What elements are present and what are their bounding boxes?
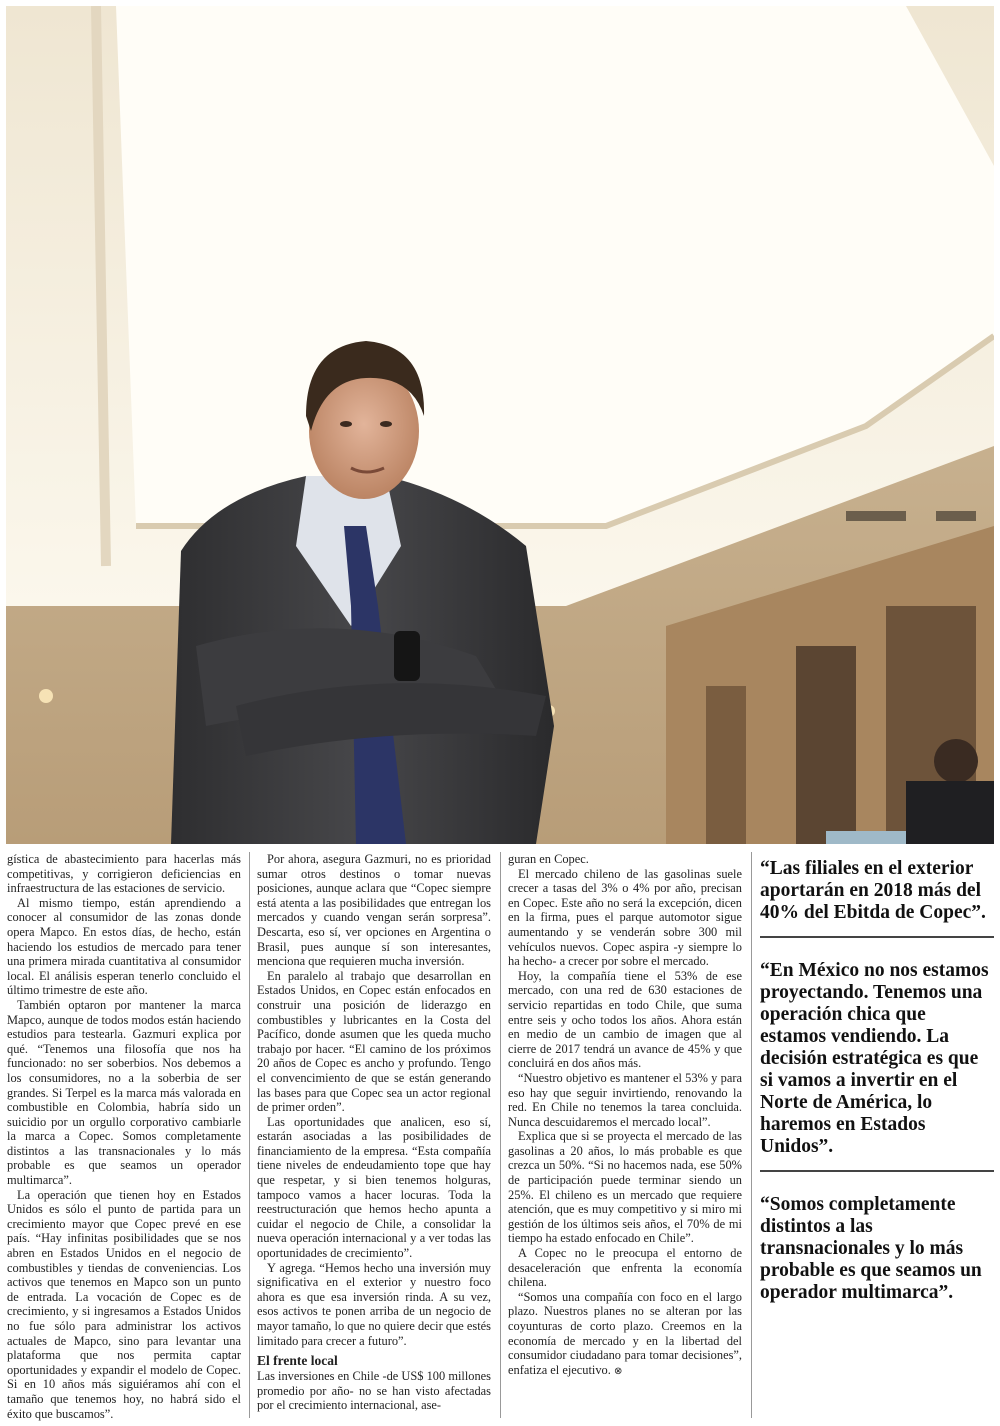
article-column-1 [7,852,241,1421]
article-column-2 [257,852,491,1413]
paragraph: gística de abastecimiento para hacerlas más competitivas, y corrigieron deficiencias en infraestructura de las estaciones de servicio. [7,852,241,896]
column-divider [249,852,250,1418]
executive-portrait-photo [6,6,994,844]
pull-quote: “Somos completamente distintos a las transnacionales y lo más probable es que seamos un operador multimarca”. [760,1194,982,1303]
paragraph: Las inversiones en Chile -de US$ 100 millones promedio por año- no se han visto afectadas por el crecimiento internacional, ase- [257,1369,491,1413]
paragraph: También optaron por mantener la marca Mapco, aunque de todos modos están haciendo estudios para testearla. Gazmuri explica por qué. “Tenemos una filosofía que nos ha funcionado: no ser soberbios. Nos debemos a los consumidores, no a la soberbia de ser grandes. Si Terpel es la marca más valorada en combustible en Colombia, habría sido un suicidio por un orgullo corporativo cambiarle la marca a Copec. Somos completamente distintos a las transnacionales y lo más probable es que seamos un operador multimarca”. [7,997,241,1188]
paragraph: “Nuestro objetivo es mantener el 53% y para eso hay que seguir invirtiendo, renovando la red. En Chile no tenemos la tarea concluida. Nunca descuidaremos el mercado local”. [508,1070,742,1129]
column-divider [751,852,752,1418]
paragraph: La operación que tienen hoy en Estados Unidos es sólo el punto de partida para un crecimiento mayor que Copec prevé en ese país. “Hay infinitas posibilidades que se nos abren en Estados Unidos en el negocio de combustibles y tiendas de conveniencias. Los activos que tenemos en Mapco son un punto de entrada. La vocación de Copec es de crecimiento, y si ingresamos a Estados Unidos no fue sólo para administrar los activos actuales de Mapco, sino para levantar una plataforma que nos permita captar oportunidades y expandir el modelo de Copec. Si en 10 años más siguiéramos ahí con el tamaño que tenemos hoy, no habrá sido el éxito que buscamos”. [7,1187,241,1421]
paragraph [508,1290,742,1380]
paragraph: Explica que si se proyecta el mercado de las gasolinas a 20 años, lo más probable es que crezca un 50%. “Si no hacemos nada, ese 50% de participación puede terminar siendo un 25%. El chileno es un mercado que requiere atención, que es muy competitivo y si miro mi gestión de los últimos seis años, el 70% de mi tiempo ha estado enfocado en Chile”. [508,1129,742,1246]
pull-quote: “Las filiales en el exterior aportarán en 2018 más del 40% del Ebitda de Copec”. [760,852,994,938]
paragraph: Y agrega. “Hemos hecho una inversión muy significativa en el exterior y nuestro foco ahora es que esa inversión rinda. A su vez, esos activos te ponen arriba de un negocio de mayor tamaño, lo que no quiere decir que estés limitado para crecer a futuro”. [257,1260,491,1348]
article-photo [6,6,994,844]
paragraph: guran en Copec. [508,852,589,866]
paragraph: Al mismo tiempo, están aprendiendo a conocer al consumidor de las zonas donde opera Mapco. En estos días, de hecho, están haciendo los estudios de mercado para tener una primera mirada cuantitativa al consumidor local. El análisis esperan tenerlo concluido el último trimestre de este año. [7,895,241,998]
paragraph: Hoy, la compañía tiene el 53% de ese mercado, con una red de 630 estaciones de servicio repartidas en todo Chile, que suma entre seis y ocho todos los años. Ahora están en medio de un cambio de imagen que al cierre de 2017 tendrá un avance de 45% y que concluirá en dos años más. [508,968,742,1071]
paragraph: En paralelo al trabajo que desarrollan en Estados Unidos, en Copec están enfocados en construir una posición de liderazgo en combustibles y lubricantes en la Costa del Pacífico, donde asumen que les queda mucho trabajo por hacer. “El camino de los próximos 20 años de Copec es ancho y profundo. Tengo el convencimiento de que se están generando las bases para que Copec sea un actor regional de primer orden”. [257,968,491,1115]
pull-quotes [760,852,994,1316]
pull-quote: “En México no nos estamos proyectando. Tenemos una operación chica que estamos vendiendo. La decisión estratégica es que si vamos a invertir en el Norte de América, lo haremos en Estados Unidos”. [760,938,994,1172]
paragraph: El mercado chileno de las gasolinas suele crecer a tasas del 3% o 4% por año, precisan en Copec. Este año no será la excepción, dicen en la firma, pues el parque automotor sigue aumentando y se venderán sobre 300 mil vehículos nuevos. Copec aspira -y siempre lo ha hecho- a crecer por sobre el mercado. [508,866,742,969]
end-of-article-icon: ⊗ [613,1365,623,1377]
paragraph-text: “Somos una compañía con foco en el largo plazo. Nuestros planes no se alteran por las coyunturas de corto plazo. Creemos en la economía de mercado y en la libertad del consumidor ciudadano para tomar decisiones”, enfatiza el ejecutivo. [508,1289,742,1377]
paragraph: A Copec no le preocupa el entorno de desaceleración que enfrenta la economía chilena. [508,1246,742,1290]
article-column-3 [508,852,742,1379]
section-heading: El frente local [257,1353,338,1369]
paragraph: Las oportunidades que analicen, eso sí, estarán asociadas a las posibilidades de financiamiento de la empresa. “Esta compañía tiene niveles de endeudamiento tope que hay que respetar, y si bien tenemos holguras, tampoco vamos a hacer locuras. Toda la reestructuración que hemos hecho apunta a cuidar el negocio de Chile, a consolidar la nueva operación internacional y a ver todas las oportunidades de crecimiento”. [257,1114,491,1261]
paragraph: Por ahora, asegura Gazmuri, no es prioridad sumar otros destinos o tomar nuevas posiciones, aunque aclara que “Copec siempre está atenta a las posibilidades que entregan los mercados y cuando vengan serán sorpresa”. Descarta, eso sí, ver opciones en Argentina o Brasil, pues aunque sí son interesantes, menciona que requieren mucha inversión. [257,852,491,969]
column-divider [500,852,501,1418]
